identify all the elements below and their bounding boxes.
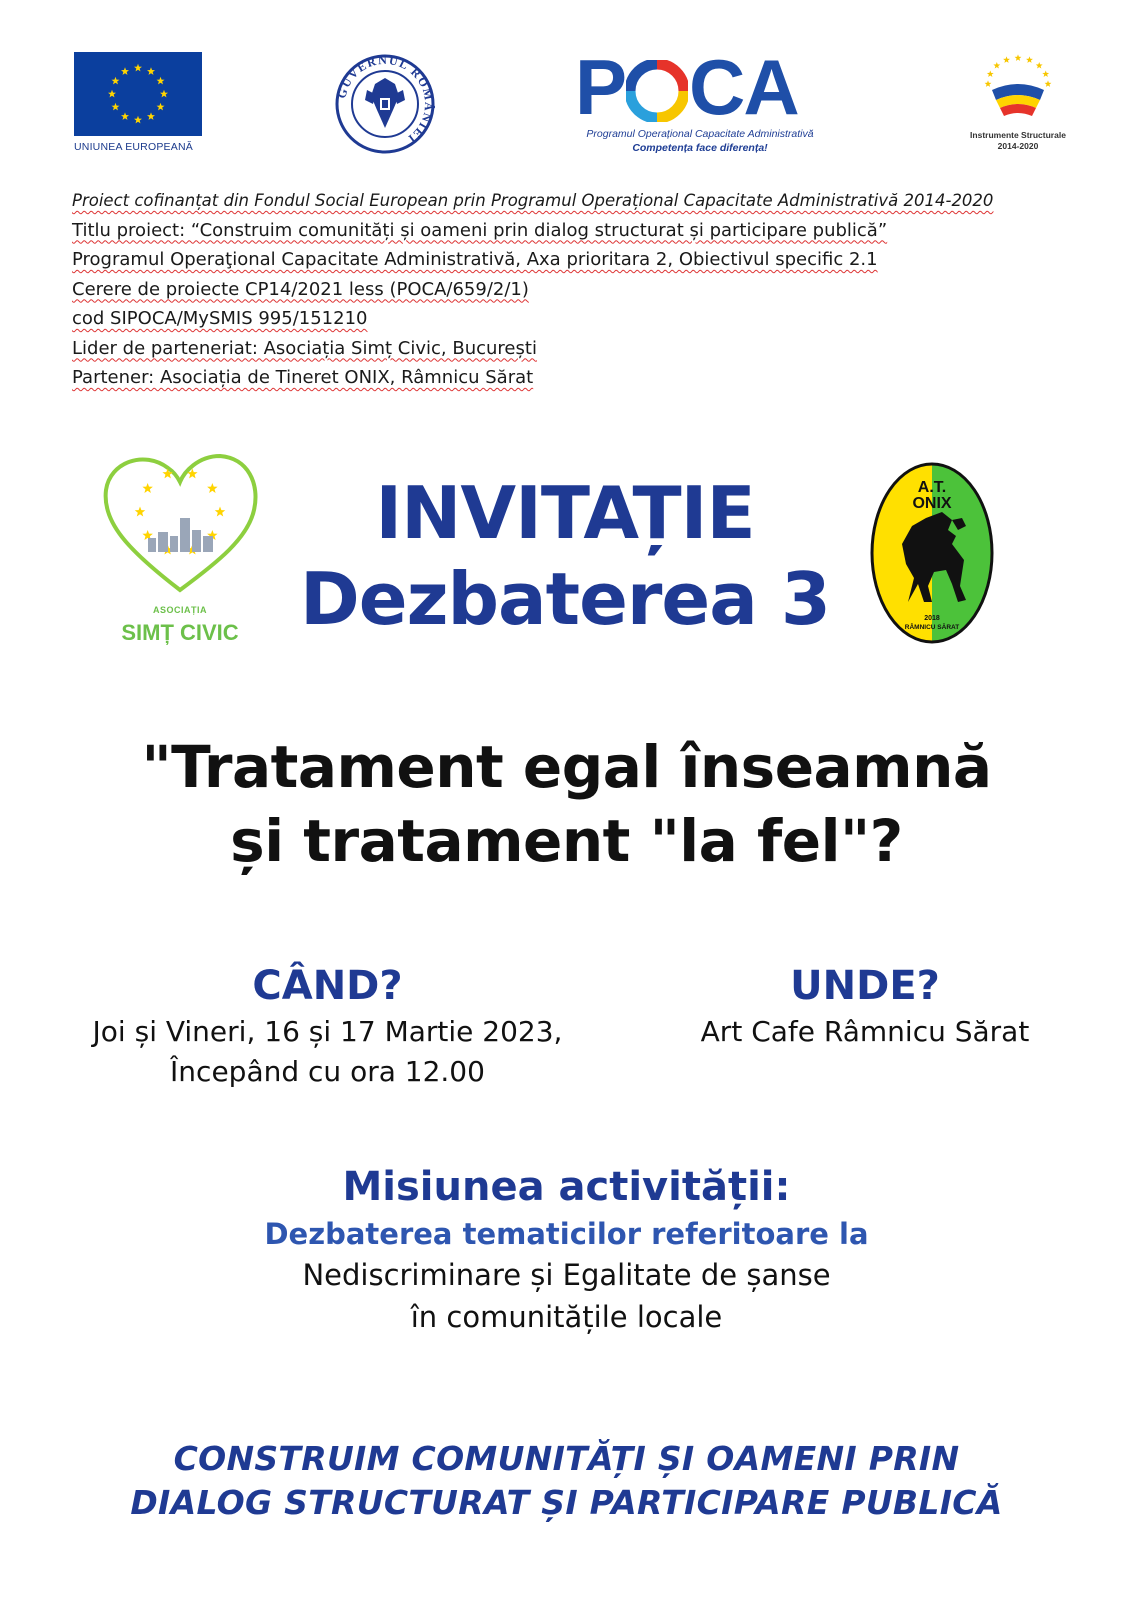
project-programme: Programul Operaţional Capacitate Administrativă, Axa prioritara 2, Obiectivul specific 2.1 [72, 249, 878, 270]
mission-line-1: Nediscriminare și Egalitate de șanse [302, 1258, 831, 1292]
invitation-heading [270, 470, 860, 642]
onix-name: ONIX [912, 495, 952, 512]
project-code: cod SIPOCA/MySMIS 995/151210 [72, 308, 368, 329]
when-time: Începând cu ora 12.00 [170, 1055, 485, 1088]
when-section [40, 960, 615, 1092]
onix-logo [868, 460, 996, 650]
instrumente-caption-1: Instrumente Structurale [970, 130, 1066, 140]
star-icon [160, 90, 168, 98]
star-icon [993, 62, 1000, 69]
when-date: Joi și Vineri, 16 și 17 Martie 2023, [92, 1015, 563, 1048]
project-cofinancing: Proiect cofinanțat din Fondul Social European prin Programul Operațional Capacitate Administrativă 2014-2020 [72, 191, 994, 210]
mission-section [60, 1160, 1073, 1338]
where-label: UNDE? [790, 963, 940, 1009]
star-icon [215, 507, 225, 517]
star-icon [207, 483, 217, 493]
star-icon [1015, 54, 1022, 61]
project-slogan [40, 1437, 1093, 1525]
star-icon [1003, 56, 1010, 63]
project-title: Titlu proiect: “Construim comunități și oameni prin dialog structurat și participare publică” [72, 219, 888, 241]
topic-line-1: "Tratament egal înseamnă [141, 733, 992, 801]
eu-logo [74, 52, 202, 156]
star-icon [985, 80, 992, 87]
star-icon [1045, 80, 1052, 87]
onix-initials: A.T. [917, 479, 947, 496]
star-icon [157, 77, 165, 85]
simt-civic-logo [98, 450, 262, 655]
project-partner: Partener: Asociația de Tineret ONIX, Râmnicu Sărat [72, 367, 534, 388]
gov-seal-text: GUVERNUL ROMÂNIEI [335, 54, 435, 147]
poca-logo [575, 43, 825, 156]
simt-civic-name: SIMȚ CIVIC [121, 620, 239, 645]
star-icon [134, 64, 142, 72]
poca-subtitle: Programul Operațional Capacitate Administrativă [586, 128, 814, 140]
project-info [72, 186, 1072, 393]
slogan-line-1: CONSTRUIM COMUNITĂȚI ȘI OAMENI PRIN [173, 1439, 960, 1478]
onix-city: RÂMNICU SĂRAT [904, 624, 960, 631]
poca-wordmark: P CA [575, 43, 798, 131]
star-icon [157, 103, 165, 111]
star-icon [134, 116, 142, 124]
instrumente-caption-2: 2014-2020 [997, 141, 1039, 151]
poca-tagline: Competența face diferența! [632, 142, 768, 154]
star-icon [111, 77, 119, 85]
eu-flag-icon [74, 52, 202, 136]
star-icon [111, 103, 119, 111]
where-section [650, 960, 1080, 1052]
debate-number: Dezbaterea 3 [300, 557, 830, 641]
star-icon [987, 70, 994, 77]
instrumente-structurale-icon [978, 48, 1058, 126]
star-icon [142, 483, 152, 493]
topic-line-2: și tratament "la fel"? [230, 807, 903, 875]
mission-label: Misiunea activității: [342, 1164, 791, 1210]
star-icon [1036, 62, 1043, 69]
onix-horse-icon [868, 460, 996, 650]
onix-year: 2018 [924, 615, 940, 622]
star-icon [147, 112, 155, 120]
government-seal-logo [335, 54, 435, 154]
star-icon [121, 67, 129, 75]
heart-icon [98, 450, 262, 600]
project-call: Cerere de proiecte CP14/2021 less (POCA/659/2/1) [72, 278, 529, 300]
when-label: CÂND? [252, 963, 403, 1009]
star-icon [147, 67, 155, 75]
project-leader: Lider de parteneriat: Asociația Simț Civic, București [72, 337, 537, 359]
eu-caption: UNIUNEA EUROPEANĂ [74, 141, 193, 153]
where-venue: Art Cafe Râmnicu Sărat [700, 1015, 1030, 1048]
star-icon [108, 90, 116, 98]
mission-subtitle: Dezbaterea tematicilor referitoare la [264, 1217, 869, 1251]
star-icon [1026, 56, 1033, 63]
poca-ring-icon [626, 56, 688, 118]
simt-civic-assoc-label: ASOCIAȚIA [153, 605, 207, 615]
mission-line-2: în comunitățile locale [410, 1300, 723, 1334]
star-icon [121, 112, 129, 120]
star-icon [135, 507, 145, 517]
debate-topic [40, 730, 1093, 878]
slogan-line-2: DIALOG STRUCTURAT ȘI PARTICIPARE PUBLICĂ [130, 1483, 1003, 1522]
star-icon [1042, 70, 1049, 77]
invitation-title: INVITAȚIE [375, 471, 755, 555]
instrumente-structurale-logo [958, 48, 1078, 158]
